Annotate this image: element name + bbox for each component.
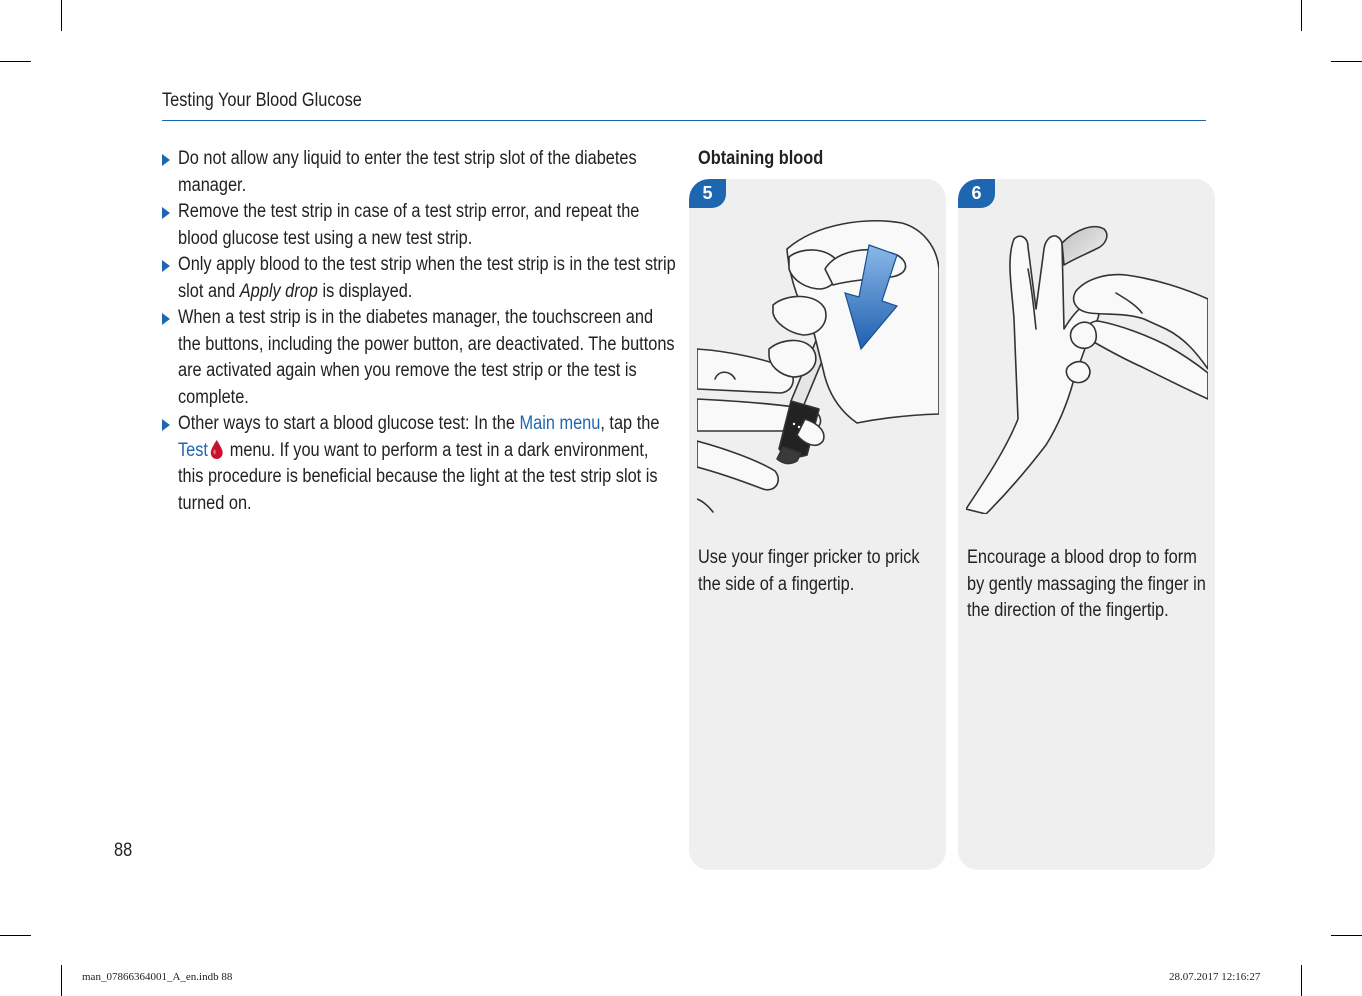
apply-drop-term: Apply drop xyxy=(239,280,318,302)
crop-mark xyxy=(1331,61,1362,62)
bullet-arrow-icon xyxy=(162,154,170,166)
list-item-text: Remove the test strip in case of a test strip error, and repeat the blood glucose test using a new test strip. xyxy=(178,201,640,249)
crop-mark xyxy=(61,0,62,31)
list-item-text: When a test strip is in the diabetes manager, the touchscreen and the buttons, including the power button, are deactivated. The buttons are activated again when you remove the test strip or the test is complete. xyxy=(178,307,675,408)
text-run: , tap the xyxy=(600,413,660,434)
bullet-arrow-icon xyxy=(162,260,170,272)
running-head: Testing Your Blood Glucose xyxy=(162,90,362,111)
file-slug: man_07866364001_A_en.indb 88 xyxy=(82,971,233,983)
crop-mark xyxy=(1301,965,1302,996)
list-item-text: Do not allow any liquid to enter the test strip slot of the diabetes manager. xyxy=(178,148,637,196)
bullet-arrow-icon xyxy=(162,313,170,325)
text-run: is displayed. xyxy=(317,280,413,302)
print-timestamp: 28.07.2017 12:16:27 xyxy=(1169,971,1261,983)
crop-mark xyxy=(0,61,31,62)
test-menu-link[interactable]: Test xyxy=(178,439,208,461)
main-menu-link[interactable]: Main menu xyxy=(519,413,601,434)
bullet-arrow-icon xyxy=(162,419,170,431)
finger-pricker-illustration xyxy=(697,209,939,514)
text-run: Other ways to start a blood glucose test: In the xyxy=(178,413,520,434)
section-heading: Obtaining blood xyxy=(698,148,824,169)
step-number-badge: 5 xyxy=(689,179,726,208)
crop-mark xyxy=(1331,935,1362,936)
page-number: 88 xyxy=(114,840,133,861)
text-run: Only apply blood to the test strip when the test strip is in the test strip slot and xyxy=(178,254,676,302)
finger-massage-illustration xyxy=(966,209,1208,514)
header-rule xyxy=(162,120,1206,121)
list-item xyxy=(162,199,666,252)
crop-mark xyxy=(0,935,31,936)
notes-list xyxy=(162,146,676,517)
blood-drop-icon xyxy=(211,440,223,459)
list-item-text xyxy=(178,411,677,517)
step-number-badge: 6 xyxy=(958,179,995,208)
step-panel-6 xyxy=(958,179,1215,870)
step-caption: Encourage a blood drop to form by gently massaging the finger in the direction of the fingertip. xyxy=(967,547,1206,621)
list-item xyxy=(162,146,666,199)
crop-mark xyxy=(61,965,62,996)
list-item xyxy=(162,411,666,517)
step-panel-5 xyxy=(689,179,946,870)
step-caption: Use your finger pricker to prick the side of a fingertip. xyxy=(698,547,920,595)
crop-mark xyxy=(1301,0,1302,31)
bullet-arrow-icon xyxy=(162,207,170,219)
list-item xyxy=(162,305,675,411)
list-item xyxy=(162,252,676,305)
list-item-text xyxy=(178,252,677,305)
text-run: menu. If you want to perform a test in a dark environment, this procedure is beneficial because the light at the test strip slot is turned on. xyxy=(178,439,658,514)
